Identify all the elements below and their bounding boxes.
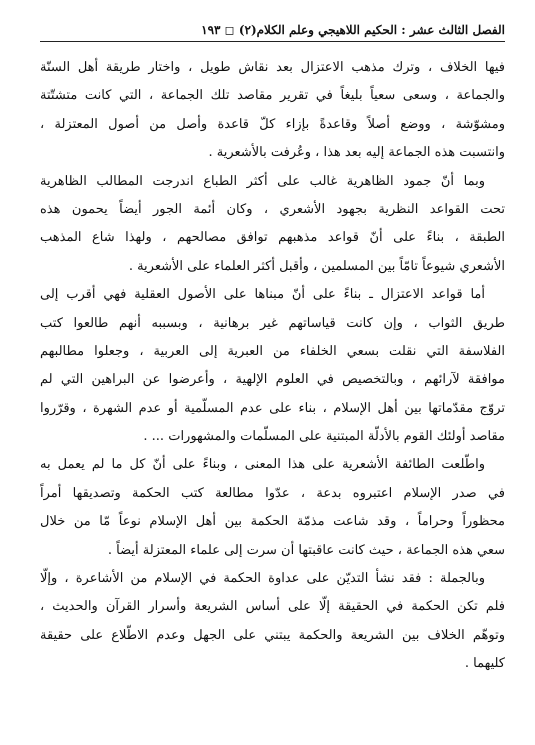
text-line: وبما أنّ جمود الظاهرية غالب على أكثر الطباع اندرجت المطالب الظاهرية	[40, 173, 485, 189]
text-line: الفلاسفة التي نقلت بسعي الخلفاء من العبرية إلى العربية ، وجعلوا مطالبهم	[40, 343, 505, 359]
text-line: فلم تكن الحكمة في الحقيقة إلّا على أساس الشريعة وأسرار القرآن والحديث ،	[40, 599, 505, 615]
text-line: وتوهّم الخلاف بين الشريعة والحكمة يبتني على الجهل وعدم الاطّلاع على حقيقة	[40, 627, 505, 643]
text-line: موافقة لآرائهم ، وبالتخصيص في العلوم الإلهية ، وأعرضوا عن البراهين التي لم	[40, 372, 505, 388]
header-rule	[40, 41, 505, 42]
text-line: أما قواعد الاعتزال ـ بناءً على أنّ مبناها على الأصول العقلية فهي أقرب إلى	[40, 287, 485, 303]
text-line: وانتسبت هذه الجماعة إليه بعد هذا ، وعُرفت بالأشعرية .	[208, 145, 505, 161]
text-line: وبالجملة : فقد نشأ التديّن على عداوة الحكمة في الإسلام من الأشاعرة ، وإلّا	[40, 571, 485, 587]
text-line: تحت القواعد النظرية بجهود الأشعري ، وكان أئمة الجور أيضاً يحمون هذه	[40, 201, 505, 217]
text-line: ومشوّشة ، ووضع أصلاً وقاعدةً بإزاء كلّ قاعدة وأصل من أصول المعتزلة ،	[40, 116, 505, 132]
text-line: طريق الثواب ، وإن كانت قياساتهم غير برهانية ، وبسببه أنهم طالعوا كتب	[40, 315, 505, 331]
text-line: تروّج مقدّماتها بين أهل الإسلام ، بناء على عدم المسلّمية أو عدم الشهرة ، وقرّروا	[40, 400, 505, 416]
text-line: سعي هذه الجماعة ، حيث كانت عاقبتها أن سرت إلى علماء المعتزلة أيضاً .	[107, 542, 505, 558]
text-line: الطبقة ، بناءً على أنّ قواعد مذهبهم توافق مصالحهم ، ولهذا شاع المذهب	[40, 230, 505, 246]
text-line: في صدر الإسلام اعتبروه بدعة ، عدّوا مطالعة كتب الحكمة وتصديقها أمراً	[40, 485, 505, 501]
body-text	[40, 54, 505, 679]
text-line: واطّلعت الطائفة الأشعرية على هذا المعنى ، وبناءً على أنّ كل ما لم يعمل به	[40, 457, 485, 473]
text-line: كليهما .	[464, 656, 505, 672]
text-line: مقاصد أولئك القوم بالأدلّة المبتنية على المسلّمات والمشهورات ... .	[143, 429, 505, 445]
text-line: الأشعري شيوعاً تامّاً بين المسلمين ، وأقبل أكثر العلماء على الأشعرية .	[128, 258, 505, 274]
book-page	[40, 22, 505, 679]
text-line: محظوراً وحراماً ، وقد شاعت مذمّة الحكمة بين أهل الإسلام نوعاً مّا من خلال	[40, 514, 505, 530]
text-line: فيها الخلاف ، وترك مذهب الاعتزال بعد نقاش طويل ، واختار طريقة أهل السنّة	[40, 60, 505, 75]
running-head: الفصل الثالث عشر : الحكيم اللاهيجي وعلم الكلام(٢) ◻ ١٩٣	[201, 23, 505, 37]
text-line: والجماعة ، وسعى سعياً بليغاً في تقرير مقاصد تلك الجماعة ، التي كانت متشتّتة	[40, 88, 505, 104]
